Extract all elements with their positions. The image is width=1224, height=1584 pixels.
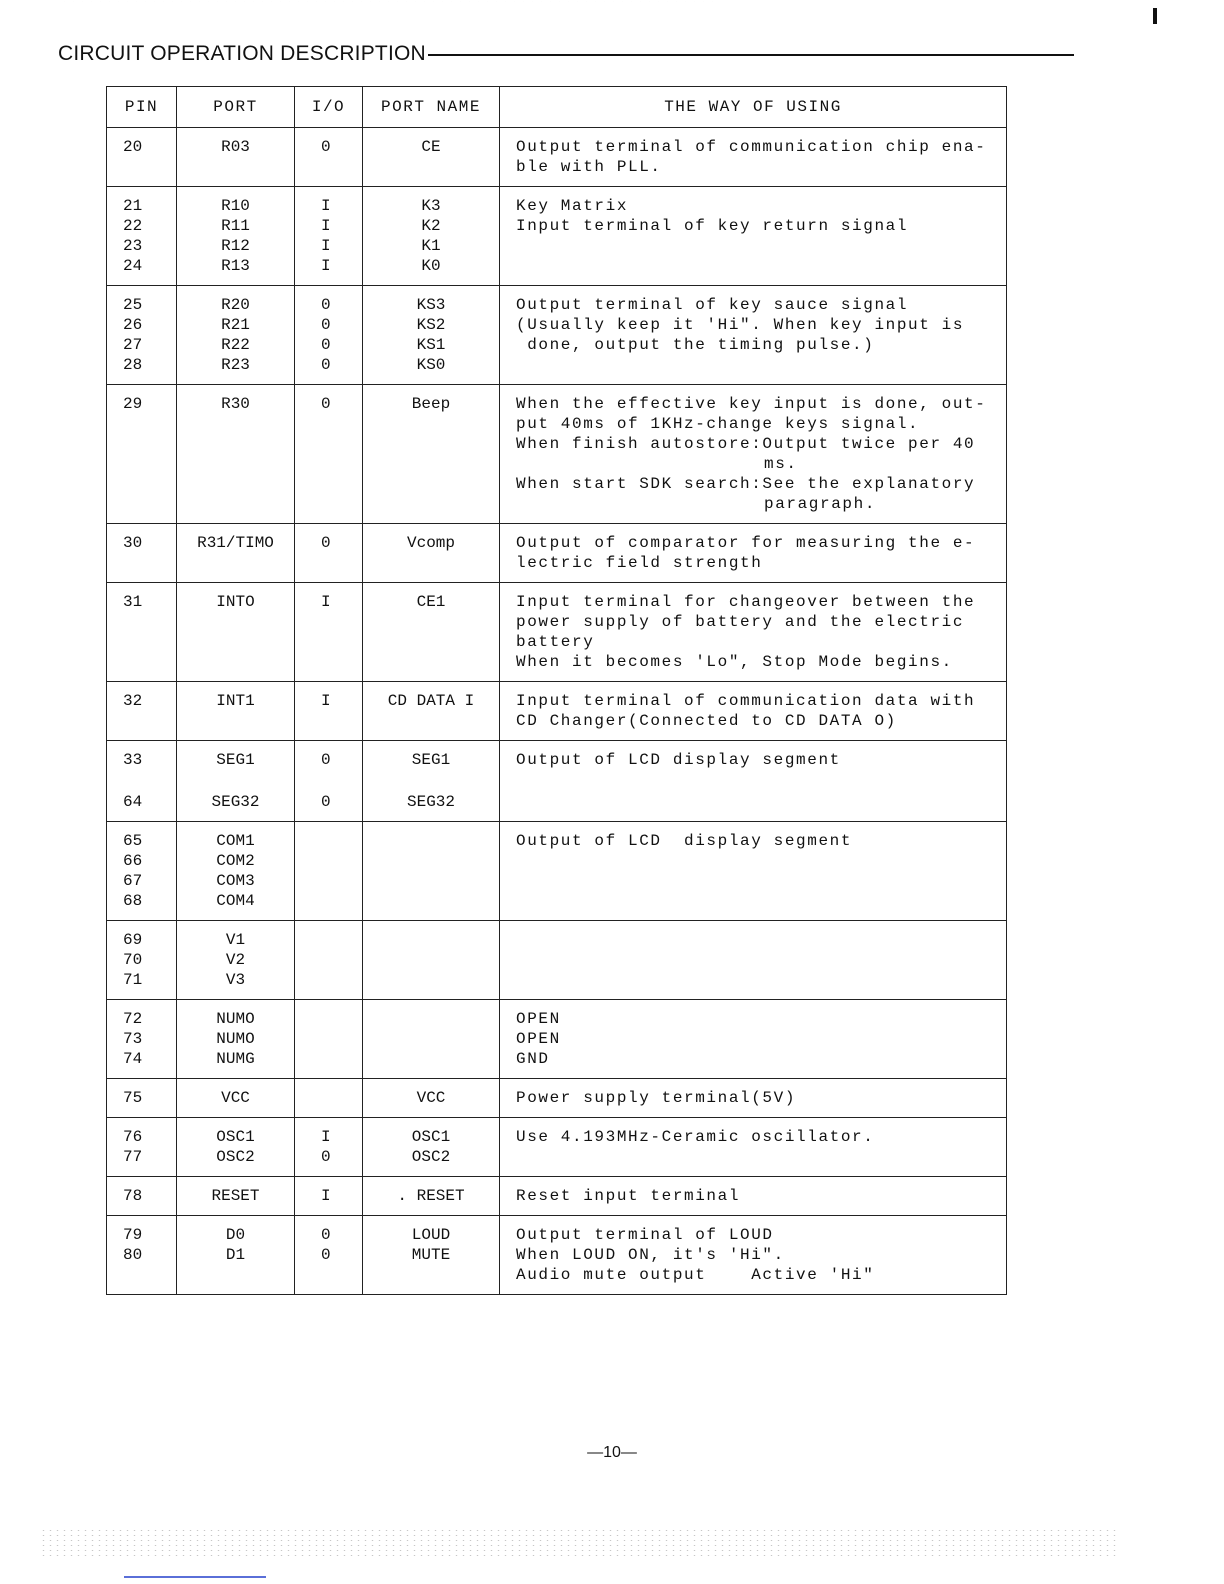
cell-pin: [107, 1000, 177, 1079]
cell-line: R03: [221, 138, 250, 156]
table-row: [107, 583, 1007, 682]
row-spacer: [177, 770, 294, 792]
cell-line: R31/TIMO: [197, 534, 274, 552]
cell-port-name: [363, 741, 500, 822]
cell-line: NUMG: [216, 1050, 255, 1068]
cell-line: When finish autostore:Output twice per 40: [516, 435, 976, 453]
cell-line: When the effective key input is done, out-: [516, 395, 987, 413]
cell-line: NUMO: [216, 1030, 255, 1048]
table-body: [107, 128, 1007, 1295]
cell-io: [295, 1079, 363, 1118]
cell-line: I: [321, 217, 331, 235]
cell-way-of-using: [500, 1216, 1007, 1295]
cell-line: 26: [123, 316, 143, 334]
cell-pin: [107, 187, 177, 286]
cell-port-name: [363, 1216, 500, 1295]
table-row: [107, 385, 1007, 524]
cell-line: 20: [123, 138, 143, 156]
cell-line: R11: [221, 217, 250, 235]
cell-line: 66: [123, 852, 143, 870]
cell-port: [177, 128, 295, 187]
cell-line: 70: [123, 951, 143, 969]
cell-line: 65: [123, 832, 143, 850]
cell-line: 0: [321, 793, 331, 811]
cell-way-of-using: [500, 1079, 1007, 1118]
cell-port-name: [363, 1079, 500, 1118]
cell-line: Beep: [411, 395, 451, 413]
cell-io: [295, 385, 363, 524]
cell-line: When LOUD ON, it's 'Hi".: [516, 1246, 785, 1264]
cell-line: OSC2: [411, 1148, 451, 1166]
cell-pin: [107, 286, 177, 385]
cell-port-name: [363, 128, 500, 187]
table-row: [107, 524, 1007, 583]
cell-pin: [107, 1118, 177, 1177]
table-row: [107, 286, 1007, 385]
cell-line: VCC: [221, 1089, 250, 1107]
cell-line: I: [321, 692, 331, 710]
cell-line: OSC1: [411, 1128, 451, 1146]
table-row: [107, 1216, 1007, 1295]
cell-line: Reset input terminal: [516, 1187, 741, 1205]
cell-pin: [107, 1079, 177, 1118]
cell-port-name: [363, 1000, 500, 1079]
cell-line: 32: [123, 692, 143, 710]
cell-port-name: [363, 286, 500, 385]
cell-line: I: [321, 593, 331, 611]
section-header: [58, 40, 1074, 68]
cell-line: 33: [123, 751, 143, 769]
cell-line: GND: [516, 1050, 550, 1068]
cell-way-of-using: [500, 128, 1007, 187]
cell-line: I: [321, 237, 331, 255]
cell-line: 0: [321, 316, 331, 334]
cell-io: [295, 1000, 363, 1079]
cell-port: [177, 1000, 295, 1079]
cell-line: 64: [123, 793, 143, 811]
cell-line: When it becomes 'Lo", Stop Mode begins.: [516, 653, 953, 671]
col-header-pin: PIN: [107, 87, 177, 128]
cell-line: 74: [123, 1050, 143, 1068]
cell-io: [295, 286, 363, 385]
cell-pin: [107, 682, 177, 741]
col-header-way-of-using: THE WAY OF USING: [500, 87, 1007, 128]
cell-line: 0: [321, 751, 331, 769]
cell-pin: [107, 524, 177, 583]
cell-port: [177, 682, 295, 741]
cell-pin: [107, 1177, 177, 1216]
cell-way-of-using: [500, 1118, 1007, 1177]
cell-line: I: [321, 257, 331, 275]
cell-line: 0: [321, 1148, 331, 1166]
cell-line: 25: [123, 296, 143, 314]
cell-way-of-using: [500, 682, 1007, 741]
cell-line: Input terminal for changeover between the: [516, 593, 976, 611]
cell-line: 0: [321, 356, 331, 374]
cell-line: Input terminal of key return signal: [516, 217, 909, 235]
cell-pin: [107, 583, 177, 682]
cell-line: lectric field strength: [516, 554, 763, 572]
cell-line: 67: [123, 872, 143, 890]
cell-line: OSC1: [216, 1128, 255, 1146]
row-spacer: [123, 770, 176, 792]
cell-io: [295, 741, 363, 822]
cell-pin: [107, 128, 177, 187]
cell-line: Output of comparator for measuring the e-: [516, 534, 976, 552]
cell-way-of-using: [500, 385, 1007, 524]
cell-line: VCC: [416, 1089, 446, 1107]
cell-line: COM2: [216, 852, 255, 870]
cell-line: 0: [321, 138, 331, 156]
cell-line: 31: [123, 593, 143, 611]
cell-line: Input terminal of communication data with: [516, 692, 976, 710]
cell-line: 0: [321, 336, 331, 354]
cell-line: 72: [123, 1010, 143, 1028]
cell-line: 71: [123, 971, 143, 989]
cell-line: 24: [123, 257, 143, 275]
cell-line: COM4: [216, 892, 255, 910]
cell-port: [177, 1216, 295, 1295]
cell-port-name: [363, 1177, 500, 1216]
cell-port: [177, 524, 295, 583]
cell-line: R20: [221, 296, 250, 314]
cell-line: INTO: [216, 593, 255, 611]
table-row: [107, 1118, 1007, 1177]
cell-line: CE1: [416, 593, 446, 611]
cell-line: COM1: [216, 832, 255, 850]
cell-line: 27: [123, 336, 143, 354]
cell-line: Power supply terminal(5V): [516, 1089, 797, 1107]
cell-line: Output terminal of key sauce signal: [516, 296, 909, 314]
cell-line: 0: [321, 395, 331, 413]
cell-line: power supply of battery and the electric: [516, 613, 965, 631]
cell-line: KS2: [416, 316, 446, 334]
cell-line: I: [321, 197, 331, 215]
cell-io: [295, 921, 363, 1000]
cell-line: K0: [421, 257, 441, 275]
cell-line: 22: [123, 217, 143, 235]
cell-line: 23: [123, 237, 143, 255]
cell-port: [177, 741, 295, 822]
scan-artifact-bottom: [40, 1528, 1120, 1556]
table-row: [107, 187, 1007, 286]
cell-line: 0: [321, 534, 331, 552]
cell-way-of-using: [500, 741, 1007, 822]
cell-line: When start SDK search:See the explanatory: [516, 475, 976, 493]
cell-pin: [107, 1216, 177, 1295]
cell-line: SEG1: [411, 751, 451, 769]
cell-way-of-using: [500, 921, 1007, 1000]
table-row: [107, 1000, 1007, 1079]
cell-line: . RESET: [397, 1187, 465, 1205]
cell-line: Output terminal of communication chip ena-: [516, 138, 987, 156]
cell-line: 30: [123, 534, 143, 552]
cell-port: [177, 1177, 295, 1216]
cell-port-name: [363, 385, 500, 524]
cell-port-name: [363, 187, 500, 286]
cell-pin: [107, 741, 177, 822]
cell-io: [295, 682, 363, 741]
scan-artifact-top: [60, 0, 720, 3]
cell-line: COM3: [216, 872, 255, 890]
cell-line: OPEN: [516, 1010, 561, 1028]
cell-port: [177, 921, 295, 1000]
cell-line: Vcomp: [406, 534, 455, 552]
table-row: [107, 128, 1007, 187]
cell-line: 76: [123, 1128, 143, 1146]
cell-io: [295, 1216, 363, 1295]
cell-line: 28: [123, 356, 143, 374]
cell-way-of-using: [500, 583, 1007, 682]
cell-io: [295, 583, 363, 682]
cell-line: V3: [225, 971, 246, 989]
cell-line: 78: [123, 1187, 143, 1205]
cell-port: [177, 822, 295, 921]
cell-line: KS0: [416, 356, 446, 374]
section-title: CIRCUIT OPERATION DESCRIPTION: [58, 42, 426, 65]
cell-line: K1: [421, 237, 441, 255]
table-row: [107, 1079, 1007, 1118]
cell-line: D1: [225, 1246, 246, 1264]
cell-line: 0: [321, 1246, 331, 1264]
cell-pin: [107, 822, 177, 921]
pin-description-table: [106, 86, 1007, 1295]
cell-io: [295, 1118, 363, 1177]
cell-line: NUMO: [216, 1010, 255, 1028]
cell-line: R30: [221, 395, 250, 413]
cell-port-name: [363, 524, 500, 583]
cell-line: ms.: [764, 455, 798, 473]
cell-port-name: [363, 1118, 500, 1177]
cell-line: 80: [123, 1246, 143, 1264]
cell-line: 75: [123, 1089, 143, 1107]
scan-artifact-line: [124, 1576, 266, 1578]
cell-io: [295, 128, 363, 187]
cell-line: Output terminal of LOUD: [516, 1226, 774, 1244]
cell-line: OSC2: [216, 1148, 255, 1166]
cell-line: LOUD: [411, 1226, 451, 1244]
cell-line: CD DATA I: [387, 692, 475, 710]
cell-line: 21: [123, 197, 143, 215]
table-row: [107, 741, 1007, 822]
cell-line: put 40ms of 1KHz-change keys signal.: [516, 415, 920, 433]
cell-line: I: [321, 1187, 331, 1205]
row-spacer: [321, 770, 362, 792]
cell-line: 69: [123, 931, 143, 949]
cell-line: K3: [421, 197, 441, 215]
table-row: [107, 822, 1007, 921]
cell-line: OPEN: [516, 1030, 561, 1048]
page-edge-mark: [1153, 8, 1157, 24]
cell-line: 0: [321, 1226, 331, 1244]
cell-pin: [107, 921, 177, 1000]
cell-line: RESET: [211, 1187, 260, 1205]
col-header-port: PORT: [177, 87, 295, 128]
cell-line: CE: [421, 138, 441, 156]
cell-line: CD Changer(Connected to CD DATA O): [516, 712, 897, 730]
cell-line: R13: [221, 257, 250, 275]
cell-pin: [107, 385, 177, 524]
cell-line: SEG32: [211, 793, 260, 811]
cell-port: [177, 187, 295, 286]
cell-line: R22: [221, 336, 250, 354]
cell-line: ble with PLL.: [516, 158, 662, 176]
cell-way-of-using: [500, 822, 1007, 921]
cell-line: done, output the timing pulse.): [516, 336, 875, 354]
cell-port-name: [363, 682, 500, 741]
cell-line: KS3: [416, 296, 446, 314]
cell-way-of-using: [500, 1000, 1007, 1079]
cell-port: [177, 1079, 295, 1118]
cell-io: [295, 524, 363, 583]
cell-line: SEG1: [216, 751, 255, 769]
cell-line: Use 4.193MHz-Ceramic oscillator.: [516, 1128, 875, 1146]
cell-line: K2: [421, 217, 441, 235]
header-rule: [428, 54, 1074, 56]
cell-port: [177, 1118, 295, 1177]
cell-way-of-using: [500, 524, 1007, 583]
col-header-port-name: PORT NAME: [363, 87, 500, 128]
cell-line: D0: [225, 1226, 246, 1244]
cell-port-name: [363, 583, 500, 682]
cell-port-name: [363, 921, 500, 1000]
cell-io: [295, 1177, 363, 1216]
cell-port-name: [363, 822, 500, 921]
cell-line: SEG32: [406, 793, 455, 811]
cell-line: MUTE: [411, 1246, 451, 1264]
cell-line: Key Matrix: [516, 197, 629, 215]
cell-line: R10: [221, 197, 250, 215]
table-row: [107, 1177, 1007, 1216]
cell-line: 0: [321, 296, 331, 314]
cell-way-of-using: [500, 1177, 1007, 1216]
table-row: [107, 682, 1007, 741]
cell-line: 73: [123, 1030, 143, 1048]
cell-line: R12: [221, 237, 250, 255]
cell-port: [177, 583, 295, 682]
col-header-io: I/O: [295, 87, 363, 128]
cell-line: R21: [221, 316, 250, 334]
table-row: [107, 921, 1007, 1000]
cell-line: Audio mute output Active 'Hi": [516, 1266, 875, 1284]
cell-line: 68: [123, 892, 143, 910]
cell-line: KS1: [416, 336, 446, 354]
cell-io: [295, 822, 363, 921]
cell-line: 29: [123, 395, 143, 413]
cell-port: [177, 286, 295, 385]
cell-line: Output of LCD display segment: [516, 832, 853, 850]
cell-line: paragraph.: [764, 495, 877, 513]
cell-line: (Usually keep it 'Hi". When key input is: [516, 316, 965, 334]
table-header-row: [107, 87, 1007, 128]
cell-line: Output of LCD display segment: [516, 751, 841, 769]
cell-line: battery: [516, 633, 595, 651]
cell-way-of-using: [500, 286, 1007, 385]
cell-port: [177, 385, 295, 524]
cell-line: V1: [225, 931, 246, 949]
cell-line: R23: [221, 356, 250, 374]
cell-line: 77: [123, 1148, 143, 1166]
cell-line: 79: [123, 1226, 143, 1244]
cell-line: INT1: [216, 692, 255, 710]
cell-line: I: [321, 1128, 331, 1146]
page-number: —10—: [587, 1444, 637, 1461]
cell-way-of-using: [500, 187, 1007, 286]
cell-io: [295, 187, 363, 286]
cell-line: V2: [225, 951, 246, 969]
row-spacer: [363, 770, 499, 792]
